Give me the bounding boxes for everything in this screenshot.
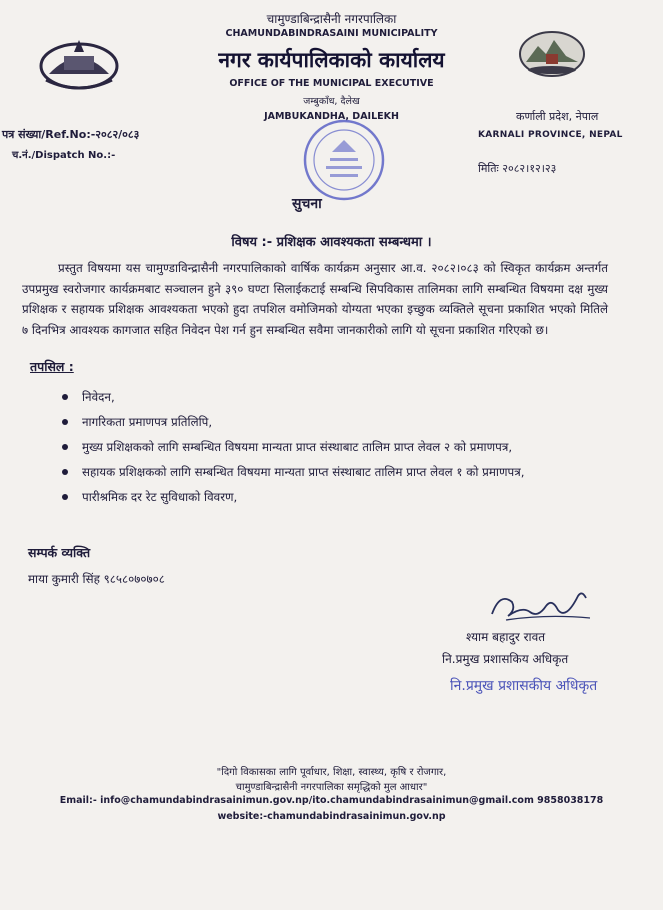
requirements-list	[62, 388, 622, 513]
contact-person: माया कुमारी सिंह ९८५८०७०७०८	[28, 572, 165, 586]
list-item: निवेदन,	[62, 388, 622, 407]
province-ne: कर्णाली प्रदेश, नेपाल	[516, 110, 599, 123]
footer-email: Email:- info@chamundabindrasainimun.gov.np/ito.chamundabindrasainimun@gmail.com 9858038178	[59, 795, 604, 806]
location-ne: जम्बुकाँध, दैलेख	[303, 96, 360, 107]
footer-motto-line2: चामुण्डाबिन्द्रासैनी नगरपालिका समृद्धिको मुल आधार"	[235, 782, 428, 793]
notice-body: प्रस्तुत विषयमा यस चामुण्डाविन्द्रासैनी नगरपालिकाको वार्षिक कार्यक्रम अनुसार आ.व. २०८२।०८३ को स्विकृत कार्यक्रम अन्तर्गत उपप्रमुख स्वरोजगार कार्यक्रमबाट सञ्चालन हुने ३९० घण्टा सिलाईकटाई सम्बन्धि सिपविकास तालिमका लागि सम्बन्धित विषयमा दक्ष मुख्य प्रशिक्षक र सहायक प्रशिक्षक आवश्यकता भएको हुदा तपशिल वमोजिमको योग्यता भएका इच्छुक व्यक्तिले सूचना प्रकाशित भएको मितिले ७ दिनभित्र आवश्यक कागजात सहित निवेदन पेश गर्न हुन सम्बन्धित सवैमा जानकारीको लागि यो सूचना प्रकाशित गरिएको छ।	[22, 261, 608, 337]
list-item: नागरिकता प्रमाणपत्र प्रतिलिपि,	[62, 413, 622, 432]
office-stamp-icon	[302, 118, 386, 202]
footer-motto-line1: "दिगो विकासका लागि पूर्वाधार, शिक्षा, स्वास्थ्य, कृषि र रोजगार,	[216, 767, 447, 778]
list-item: मुख्य प्रशिक्षकको लागि सम्बन्धित विषयमा मान्यता प्राप्त संस्थाबाट तालिम प्राप्त लेवल २ को प्रमाणपत्र,	[62, 438, 622, 457]
list-item: पारीश्रमिक दर रेट सुविधाको विवरण,	[62, 488, 622, 507]
contact-heading: सम्पर्क व्यक्ति	[28, 545, 91, 560]
subject-line: विषय :- प्रशिक्षक आवश्यकता सम्बन्धमा ।	[231, 235, 432, 250]
notice-title: सुचना	[292, 196, 322, 212]
signatory-title: नि.प्रमुख प्रशासकिय अधिकृत	[442, 652, 569, 666]
signatory-name: श्याम बहादुर रावत	[466, 630, 546, 644]
tapsil-heading: तपसिल :	[30, 359, 74, 374]
office-name-en: OFFICE OF THE MUNICIPAL EXECUTIVE	[229, 78, 434, 89]
province-en: KARNALI PROVINCE, NEPAL	[478, 130, 623, 140]
dispatch-number: च.नं./Dispatch No.:-	[12, 150, 116, 161]
list-item: सहायक प्रशिक्षकको लागि सम्बन्धित विषयमा मान्यता प्राप्त संस्थाबाट तालिम प्राप्त लेवल १ को प्रमाणपत्र,	[62, 463, 622, 482]
notice-date: मितिः २०८२।१२।२३	[478, 162, 557, 175]
signature-icon	[486, 584, 596, 628]
signatory-stamp: नि.प्रमुख प्रशासकीय अधिकृत	[450, 678, 598, 694]
footer-website: website:-chamundabindrasainimun.gov.np	[217, 811, 446, 822]
municipality-name-en: CHAMUNDABINDRASAINI MUNICIPALITY	[225, 28, 438, 39]
reference-number: पत्र संख्या/Ref.No:-२०८२/०८३	[2, 128, 140, 141]
location-en: JAMBUKANDHA, DAILEKH	[264, 111, 399, 122]
municipality-name-ne: चामुण्डाबिन्द्रासैनी नगरपालिका	[266, 12, 397, 26]
office-name-ne: नगर कार्यपालिकाको कार्यालय	[218, 48, 445, 72]
